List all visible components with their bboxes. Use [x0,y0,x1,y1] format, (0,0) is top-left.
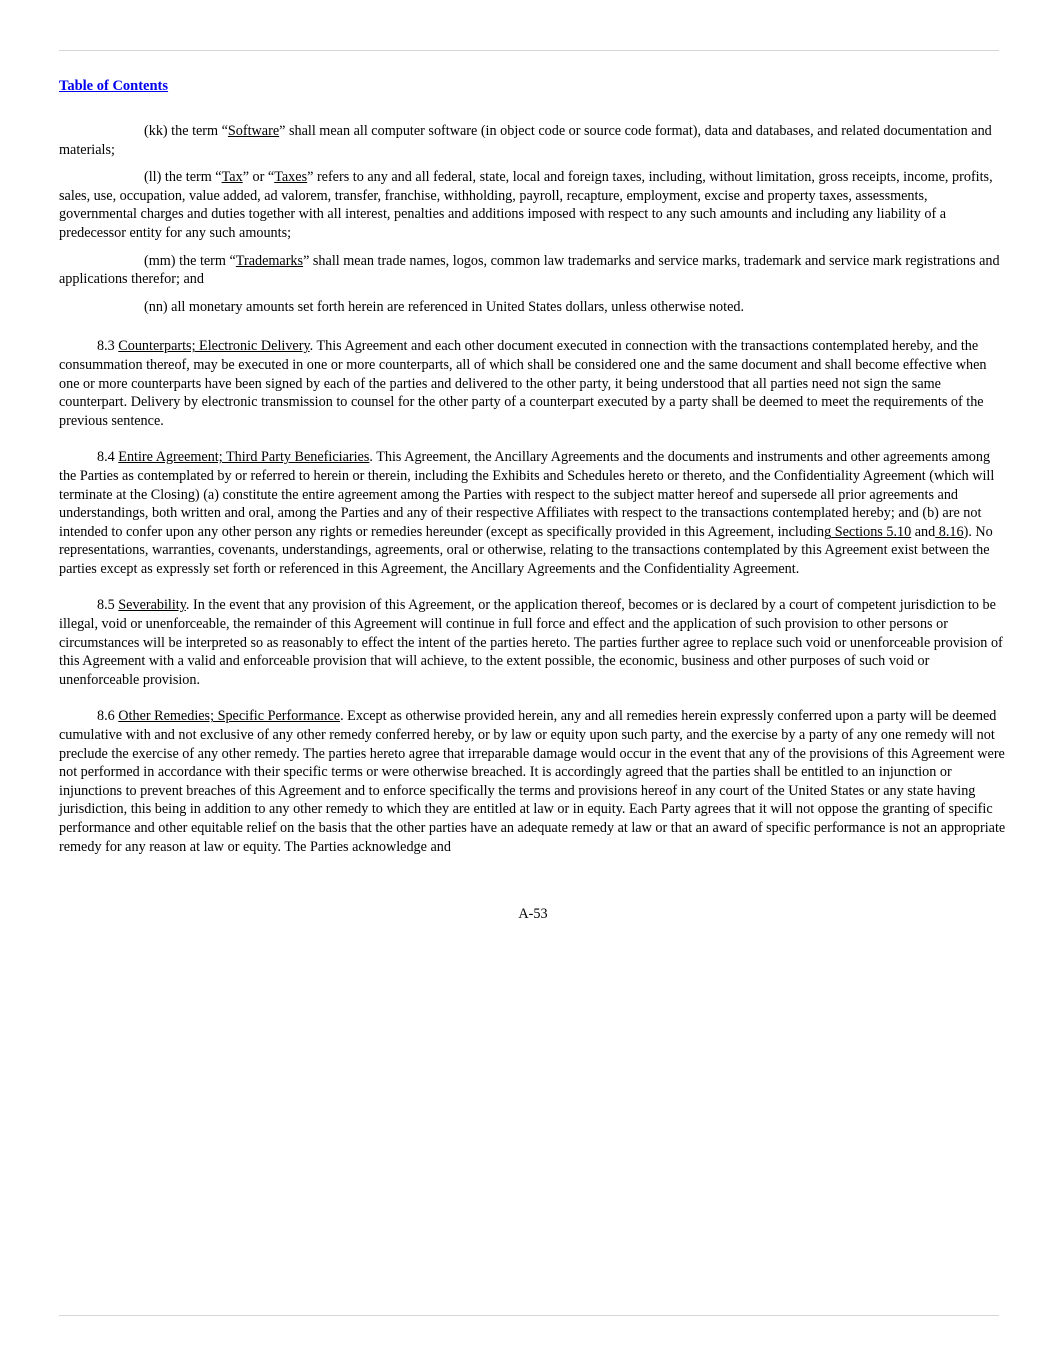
document-body [59,122,1007,856]
section-8-6 [59,707,1007,856]
definition-ll [59,168,1007,242]
reference-connector: and [911,523,936,540]
definition-kk [59,122,1007,159]
definition-prefix: (mm) the term “ [144,252,236,269]
defined-term-software: Software [227,123,280,139]
defined-term-trademarks: Trademarks [235,252,304,269]
section-8-3 [59,337,1007,430]
section-reference-8-16: 8.16 [935,523,964,540]
definition-prefix: (kk) the term “ [144,123,228,139]
section-number: 8.4 [97,449,119,466]
section-text: . In the event that any provision of this Agreement, or the application thereof, becomes or is declared by a court of competent jurisdiction to be illegal, void or unenforceable, the remainder of this Agreement will continue in full force and effect and the application of such provision to other persons or circumstances will be interpreted so as reasonably to effect the intent of the parties hereto. The parties further agree to replace such void or unenforceable provision of this Agreement with a valid and enforceable provision that will achieve, to the extent possible, the economic, business and other purposes of such void or unenforceable provision. [59,597,1003,688]
definition-connector: ” or “ [242,169,275,186]
section-number: 8.6 [97,708,119,725]
section-text: . Except as otherwise provided herein, any and all remedies herein expressly conferred upon a party will be deemed cumulative with and not exclusive of any other remedy conferred hereby, or by law or equity upon such party, and the exercise by a party of any one remedy will not preclude the exercise of any other remedy. The parties hereto agree that irreparable damage would occur in the event that any of the provisions of this Agreement were not performed in accordance with their specific terms or were otherwise breached. It is accordingly agreed that the parties shall be entitled to an injunction or injunctions to prevent breaches of this Agreement and to enforce specifically the terms and provisions hereof in any court of the United States or any state having jurisdiction, this being in addition to any other remedy to which they are entitled at law or in equity. Each Party agrees that it will not oppose the granting of specific performance and other equitable relief on the basis that the other parties have an adequate remedy at law or that an award of specific performance is not an appropriate remedy for any reason at law or equity. The Parties acknowledge and [59,708,1006,855]
section-reference-5-10: Sections 5.10 [831,523,912,540]
bottom-divider [59,1315,999,1316]
page-number: A-53 [518,906,548,922]
definition-text: ” shall mean trade names, logos, common law trademarks and service marks, trademark and service mark registrations and applications therefor; and [59,252,1000,288]
section-title: Counterparts; Electronic Delivery [118,338,310,355]
definition-text: ” shall mean all computer software (in object code or source code format), data and databases, and related documentation and materials; [59,123,992,158]
section-text-continued: ). No representations, warranties, covenants, understandings, agreements, oral or otherwise, relating to the transactions contemplated by this Agreement exist between the parties except as expressly set forth or referenced in this Agreement, the Ancillary Agreements and the Confidentiality Agreement. [59,523,993,577]
section-number: 8.5 [97,597,119,614]
defined-term-tax: Tax [221,169,243,186]
defined-term-taxes: Taxes [274,169,308,186]
definition-nn [59,298,1007,317]
section-title: Entire Agreement; Third Party Beneficiaries [118,449,370,466]
section-title: Other Remedies; Specific Performance [118,708,341,725]
section-number: 8.3 [97,338,119,355]
definition-prefix: (ll) the term “ [144,169,222,186]
section-text: . This Agreement, the Ancillary Agreements and the documents and instruments and other agreements among the Parties as contemplated by or referred to herein or therein, including the Exhibits and Schedules hereto or thereto, and the Confidentiality Agreement (which will terminate at the Closing) (a) constitute the entire agreement among the Parties with respect to the subject matter hereof and supersede all prior agreements and understandings, both written and oral, among the Parties and any of their respective Affiliates with respect to the transactions contemplated hereby; and (b) are not intended to confer upon any other person any rights or remedies hereunder (except as specifically provided in this Agreement, including [59,449,995,540]
definition-text: ” refers to any and all federal, state, local and foreign taxes, including, without limitation, gross receipts, income, profits, sales, use, occupation, value added, ad valorem, transfer, franchise, withholding, payroll, recapture, employment, excise and property taxes, assessments, governmental charges and duties together with all interest, penalties and additions imposed with respect to any such amounts and including any liability of a predecessor entity for any such amounts; [59,169,993,241]
section-8-5 [59,596,1007,689]
top-divider [59,50,999,51]
definition-mm [59,252,1007,289]
section-text: . This Agreement and each other document executed in connection with the transactions contemplated hereby, and the consummation thereof, may be executed in one or more counterparts, all of which shall be considered one and the same document and shall become effective when one or more counterparts have been signed by each of the parties and delivered to the other party, it being understood that all parties need not sign the same counterpart. Delivery by electronic transmission to counsel for the other party of a counterpart executed by a party shall be deemed to meet the requirements of the previous sentence. [59,338,987,429]
section-title: Severability [118,597,186,614]
definition-text: (nn) all monetary amounts set forth herein are referenced in United States dollars, unless otherwise noted. [144,298,745,315]
section-8-4 [59,448,1007,578]
table-of-contents-link[interactable]: Table of Contents [59,78,169,94]
